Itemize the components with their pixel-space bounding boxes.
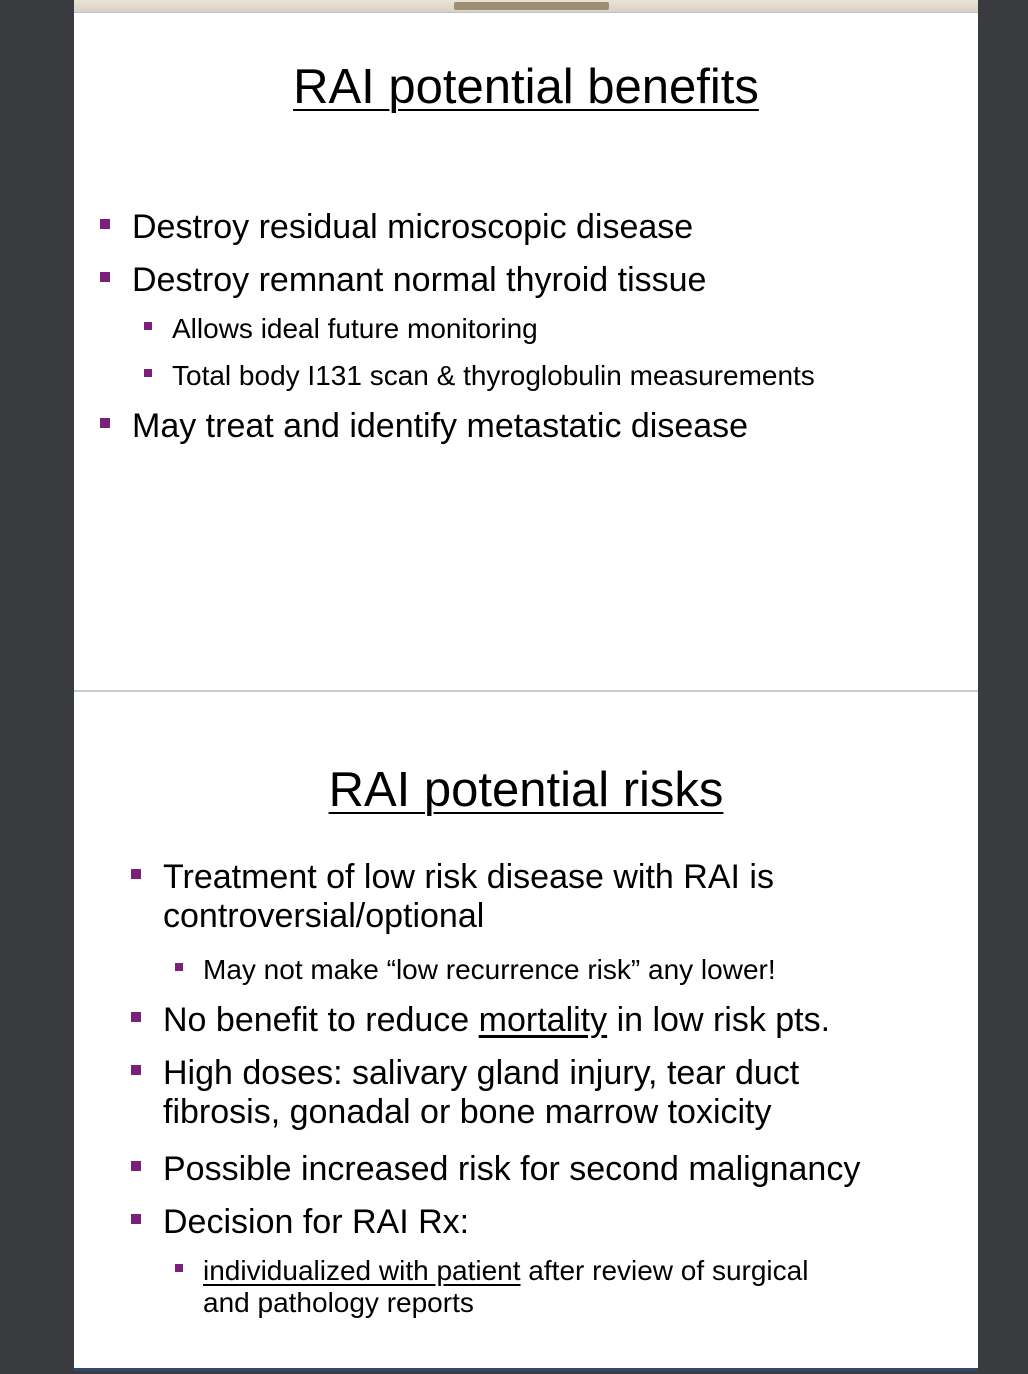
bullet-text: No benefit to reduce [163, 1001, 479, 1039]
bullet-item [131, 858, 983, 936]
bullet-line: controversial/optional [163, 897, 485, 935]
slide-title: RAI potential risks [328, 763, 724, 817]
bullet-item: Decision for RAI Rx: [131, 1203, 469, 1242]
slide-benefits [74, 13, 978, 690]
sub-bullet-item: May not make “low recurrence risk” any lower! [175, 954, 776, 986]
sub-bullet-item: Total body I131 scan & thyroglobulin measurements [144, 360, 815, 392]
underlined-text: individualized with patient [203, 1255, 521, 1286]
bullet-item: May treat and identify metastatic disease [100, 407, 748, 446]
bullet-line: and pathology reports [203, 1287, 474, 1318]
bullet-item: Destroy residual microscopic disease [100, 208, 693, 247]
bullet-line: Treatment of low risk disease with RAI is [163, 858, 774, 896]
bullet-item: Possible increased risk for second malignancy [131, 1150, 860, 1189]
underlined-text: mortality [478, 1001, 608, 1039]
bullet-line: fibrosis, gonadal or bone marrow toxicity [163, 1093, 772, 1131]
previous-slide-edge [74, 0, 978, 13]
slide-bottom-edge [74, 1368, 978, 1371]
bullet-item: Destroy remnant normal thyroid tissue [100, 261, 706, 300]
slide-risks [74, 692, 978, 1368]
bullet-item [131, 1054, 983, 1132]
bullet-text: in low risk pts. [607, 1001, 831, 1039]
bullet-text: after review of surgical [520, 1255, 809, 1286]
bullet-line: High doses: salivary gland injury, tear duct [163, 1054, 800, 1092]
bullet-item [131, 1001, 830, 1040]
slide-title: RAI potential benefits [293, 60, 759, 114]
sub-bullet-item: Allows ideal future monitoring [144, 313, 538, 345]
slide-edge-bar [454, 2, 609, 10]
sub-bullet-item [175, 1255, 923, 1319]
